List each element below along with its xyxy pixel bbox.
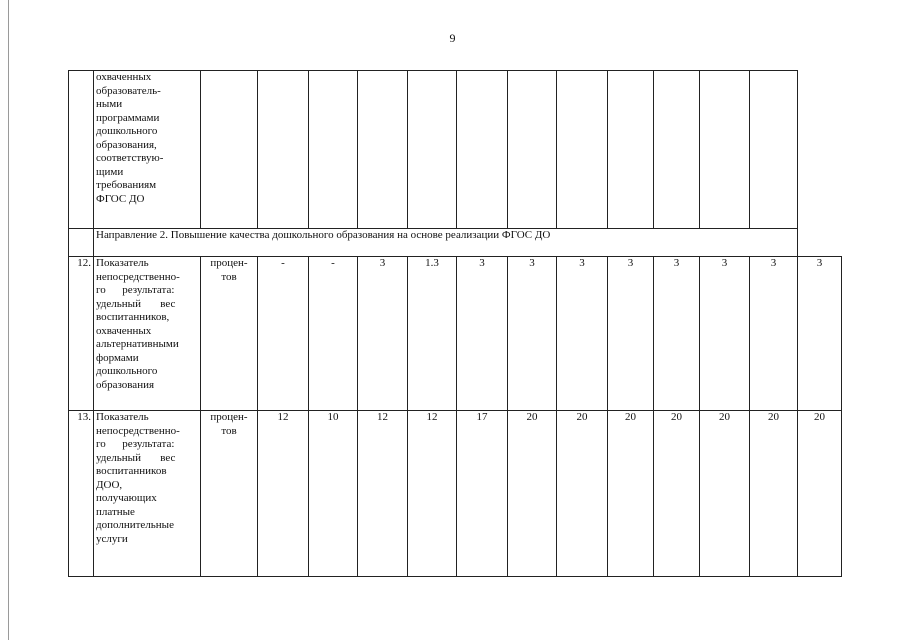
value-cell: 20 xyxy=(700,411,750,577)
value-cell: 20 xyxy=(557,411,608,577)
value-cell xyxy=(309,71,358,229)
value-cell xyxy=(700,71,750,229)
indicator-name-cell xyxy=(94,71,201,229)
name-line: удельный вес xyxy=(96,297,176,310)
name-line: услуги xyxy=(96,532,128,545)
name-line: получающих xyxy=(96,492,157,504)
name-line: ФГОС ДО xyxy=(96,192,145,205)
name-line: охваченных xyxy=(96,71,152,83)
value-cell: 12 xyxy=(258,411,309,577)
value-cell: 3 xyxy=(700,257,750,411)
value-cell: 3 xyxy=(608,257,654,411)
value-cell xyxy=(457,71,508,229)
name-line: удельный вес xyxy=(96,451,176,464)
value-cell xyxy=(750,71,798,229)
name-line: образования, xyxy=(96,138,157,151)
name-line: дополнительные xyxy=(96,519,174,531)
value-cell: 17 xyxy=(457,411,508,577)
value-cell: 20 xyxy=(508,411,557,577)
value-cell: 20 xyxy=(750,411,798,577)
unit-cell xyxy=(201,71,258,229)
name-line: платные xyxy=(96,505,135,518)
indicator-name-cell xyxy=(94,411,201,577)
name-line: формами xyxy=(96,351,139,364)
value-cell: 3 xyxy=(654,257,700,411)
value-cell: - xyxy=(258,257,309,411)
value-cell: 3 xyxy=(508,257,557,411)
value-cell: 20 xyxy=(608,411,654,577)
name-line: альтернативными xyxy=(96,338,179,350)
value-cell: 3 xyxy=(750,257,798,411)
value-cell: 10 xyxy=(309,411,358,577)
num-cell xyxy=(69,71,94,229)
value-cell: 20 xyxy=(654,411,700,577)
name-line: Показатель xyxy=(96,257,149,269)
value-cell: 12 xyxy=(358,411,408,577)
unit-cell xyxy=(201,257,258,411)
value-cell xyxy=(358,71,408,229)
name-line: охваченных xyxy=(96,324,152,337)
value-cell xyxy=(258,71,309,229)
value-cell: 12 xyxy=(408,411,457,577)
unit-line: тов xyxy=(221,424,237,437)
name-line: образования xyxy=(96,378,155,391)
indicators-table xyxy=(68,70,842,577)
name-line: непосредственно- xyxy=(96,270,180,283)
name-line: щими xyxy=(96,165,124,178)
value-cell xyxy=(654,71,700,229)
unit-line: тов xyxy=(221,270,237,283)
row-number: 12. xyxy=(69,257,94,411)
page-number: 9 xyxy=(449,31,456,45)
value-cell xyxy=(557,71,608,229)
name-line: го результата: xyxy=(96,438,175,450)
value-cell: 3 xyxy=(457,257,508,411)
num-cell xyxy=(69,229,94,257)
name-line: дошкольного xyxy=(96,365,158,377)
name-line: требованиям xyxy=(96,179,157,191)
name-line: непосредственно- xyxy=(96,424,180,437)
value-cell xyxy=(508,71,557,229)
name-line: соответствую- xyxy=(96,152,164,164)
unit-cell xyxy=(201,411,258,577)
value-cell xyxy=(408,71,457,229)
unit-line: процен- xyxy=(210,257,248,269)
name-line: воспитанников, xyxy=(96,311,170,323)
name-line: образователь- xyxy=(96,84,161,97)
direction-heading: Направление 2. Повышение качества дошкольного образования на основе реализации ФГОС ДО xyxy=(94,229,798,257)
name-line: го результата: xyxy=(96,284,175,296)
table-row xyxy=(69,411,842,577)
name-line: программами xyxy=(96,111,160,124)
value-cell: 3 xyxy=(358,257,408,411)
row-number: 13. xyxy=(69,411,94,577)
name-line: ДОО, xyxy=(96,478,123,491)
value-cell: - xyxy=(309,257,358,411)
value-cell: 20 xyxy=(798,411,842,577)
unit-line: процен- xyxy=(210,411,248,423)
name-line: воспитанников xyxy=(96,465,167,477)
value-cell: 1.3 xyxy=(408,257,457,411)
table-row-continuation xyxy=(69,71,842,229)
indicator-name-cell xyxy=(94,257,201,411)
value-cell: 3 xyxy=(798,257,842,411)
name-line: ными xyxy=(96,98,123,110)
value-cell: 3 xyxy=(557,257,608,411)
table-row xyxy=(69,257,842,411)
left-margin-line xyxy=(8,0,9,640)
name-line: Показатель xyxy=(96,411,149,423)
value-cell xyxy=(608,71,654,229)
name-line: дошкольного xyxy=(96,125,158,137)
table-row-direction xyxy=(69,229,842,257)
